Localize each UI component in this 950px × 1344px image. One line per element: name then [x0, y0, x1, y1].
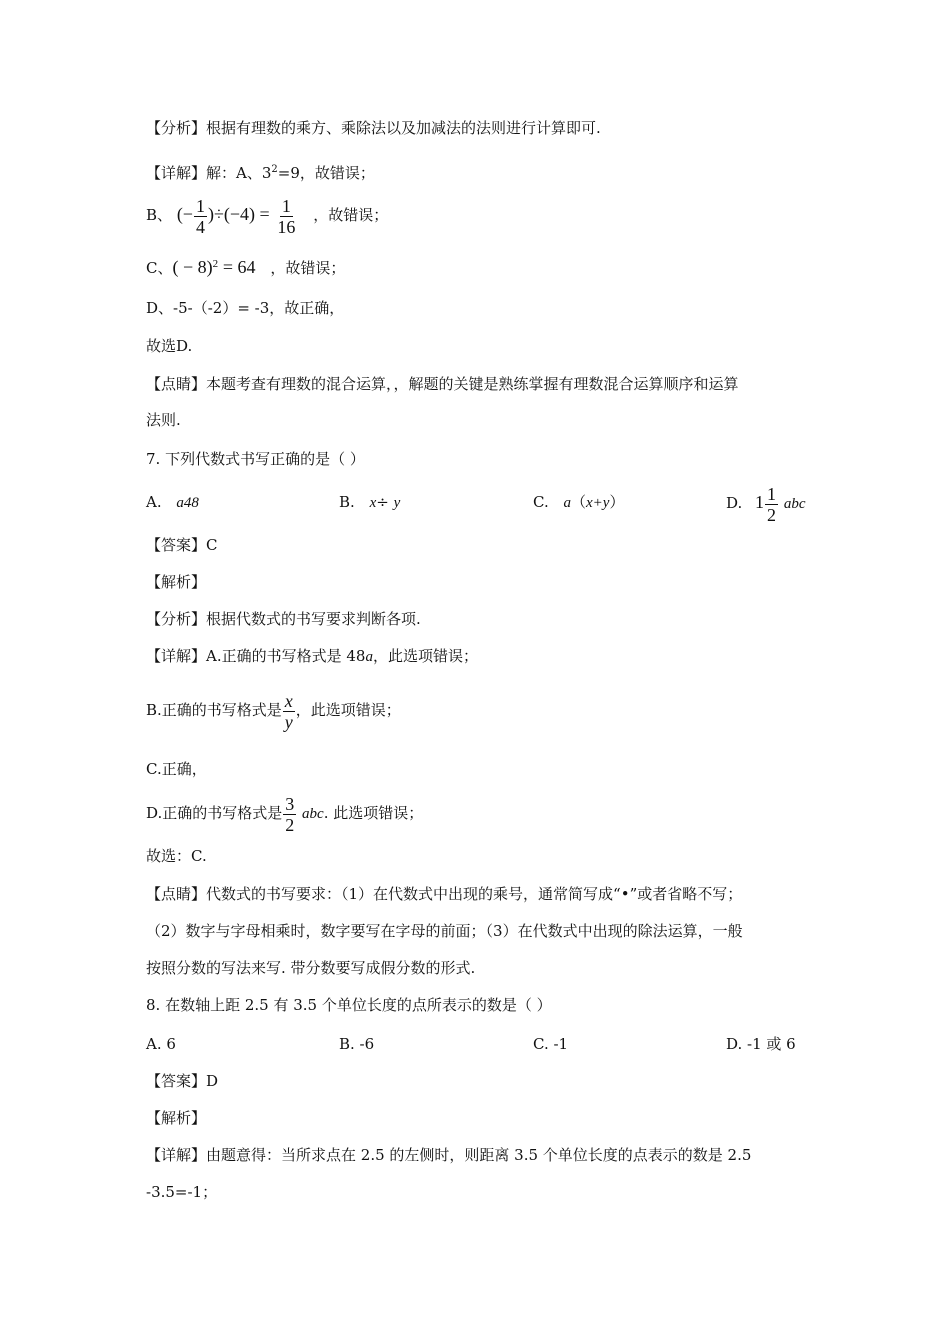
- q8-option-a: A. 6: [146, 1035, 176, 1053]
- q8-detail-2: -3.5=-1；: [146, 1183, 218, 1201]
- q7-detail-b-suffix: ，此选项错误；: [295, 701, 401, 719]
- q6-c-suffix: ，故错误；: [270, 259, 346, 277]
- q7-comment-2: （2）数字与字母相乘时，数字要写在字母的前面；（3）在代数式中出现的除法运算，一般: [146, 922, 743, 940]
- q6-b-fraction-1-numerator: 1: [195, 195, 205, 216]
- q6-b-fraction-2: [275, 196, 297, 237]
- q7-option-a-text: a48: [176, 495, 199, 511]
- q7-detail-a-suffix: ，此选项错误；: [372, 647, 478, 665]
- q6-c-base: ( − 8): [172, 257, 213, 277]
- q8-option-c: C. -1: [533, 1035, 569, 1053]
- q8-jiexi: 【解析】: [146, 1109, 207, 1127]
- q7-detail-d-var: abc: [302, 806, 324, 822]
- q7-detail-d-denominator: 2: [285, 814, 295, 835]
- q7-detail-d-suffix: . 此选项错误；: [323, 804, 424, 822]
- q7-option-b: [339, 492, 400, 513]
- q6-b-suffix: ，故错误；: [313, 206, 389, 224]
- q7-option-c: [533, 492, 624, 513]
- q7-analysis: 【分析】根据代数式的书写要求判断各项.: [146, 610, 421, 628]
- q6-b-fraction-2-numerator: 1: [281, 195, 291, 216]
- q7-detail-d: [146, 791, 423, 835]
- q7-option-d-label: D.: [726, 494, 743, 512]
- q6-detail-c: [146, 254, 345, 278]
- q7-stem: 7. 下列代数式书写正确的是（ ）: [146, 450, 365, 468]
- q7-option-b-x: x: [369, 495, 377, 511]
- q6-b-fraction-2-denominator: 16: [277, 216, 296, 237]
- q7-option-a-label: A.: [146, 493, 162, 511]
- q6-b-mid: )÷(−4) =: [207, 204, 270, 224]
- q6-c-rhs: = 64: [222, 257, 256, 277]
- q8-detail-1: 【详解】由题意得：当所求点在 2.5 的左侧时，则距离 3.5 个单位长度的点表示的数是 2.5: [146, 1146, 752, 1164]
- q7-comment-1: 【点睛】代数式的书写要求：（1）在代数式中出现的乘号，通常简写成“•”或者省略不写；: [146, 885, 743, 903]
- q7-option-d-whole: 1: [755, 492, 765, 512]
- q7-comment-3: 按照分数的写法来写. 带分数要写成假分数的形式.: [146, 959, 476, 977]
- q7-detail-d-prefix: D.正确的书写格式是: [146, 804, 283, 822]
- q6-analysis: 【分析】根据有理数的乘方、乘除法以及加减法的法则进行计算即可.: [146, 119, 601, 137]
- q7-option-c-open: （: [571, 493, 587, 511]
- q7-detail-a-prefix: 【详解】A.正确的书写格式是 48: [146, 647, 366, 665]
- q6-c-prefix: C、: [146, 259, 173, 277]
- q7-option-c-close: ）: [609, 493, 625, 511]
- q8-option-b: B. -6: [339, 1035, 375, 1053]
- q7-detail-b: [146, 688, 401, 732]
- q7-option-d-denominator: 2: [767, 504, 777, 525]
- q6-comment-2: 法则.: [146, 411, 181, 429]
- q7-detail-b-denominator: y: [284, 711, 293, 732]
- q7-detail-b-numerator: x: [284, 690, 293, 711]
- q6-c-exponent: 2: [212, 258, 219, 270]
- q8-stem: 8. 在数轴上距 2.5 有 3.5 个单位长度的点所表示的数是（ ）: [146, 996, 552, 1014]
- q6-detail-a-prefix: 【详解】解：A、3: [146, 164, 272, 182]
- q6-detail-a-suffix: =9，故错误；: [277, 164, 375, 182]
- q7-choose: 故选：C.: [146, 847, 207, 865]
- q6-choose: 故选D.: [146, 337, 193, 355]
- q7-detail-b-prefix: B.正确的书写格式是: [146, 701, 282, 719]
- q6-b-fraction-1: [194, 196, 207, 237]
- q7-option-d-var: abc: [783, 496, 806, 512]
- q7-option-b-label: B.: [339, 493, 355, 511]
- q7-detail-a: [146, 646, 478, 667]
- q7-option-a: [146, 492, 199, 513]
- q7-detail-d-fraction: [283, 794, 296, 835]
- q7-detail-b-fraction: [283, 691, 295, 732]
- q7-option-c-inner: x+y: [586, 495, 610, 511]
- q7-detail-d-numerator: 3: [285, 793, 295, 814]
- q7-option-b-op: ÷: [376, 493, 389, 511]
- q7-detail-c: C.正确，: [146, 760, 207, 778]
- q7-option-d-fraction: [765, 484, 778, 525]
- q6-b-prefix: B、: [146, 206, 173, 224]
- q7-option-b-y: y: [393, 495, 401, 511]
- q6-detail-a: [146, 160, 375, 183]
- q7-option-c-a: a: [563, 495, 571, 511]
- q6-b-fraction-1-denominator: 4: [195, 216, 205, 237]
- q7-detail-a-var: a: [365, 649, 373, 665]
- q7-answer: 【答案】C: [146, 536, 218, 554]
- q7-option-d: [726, 480, 806, 524]
- q6-detail-d: D、-5-（-2）= -3，故正确，: [146, 299, 345, 317]
- q7-jiexi: 【解析】: [146, 573, 207, 591]
- q6-detail-b: [146, 192, 388, 236]
- q8-option-d: D. -1 或 6: [726, 1035, 796, 1053]
- q6-b-open: (−: [176, 204, 193, 224]
- q6-detail-a-exponent: 2: [271, 164, 278, 175]
- q6-comment-1: 【点睛】本题考查有理数的混合运算，，解题的关键是熟练掌握有理数混合运算顺序和运算: [146, 375, 739, 393]
- q8-answer: 【答案】D: [146, 1072, 219, 1090]
- q7-option-d-numerator: 1: [767, 483, 777, 504]
- q7-option-c-label: C.: [533, 493, 549, 511]
